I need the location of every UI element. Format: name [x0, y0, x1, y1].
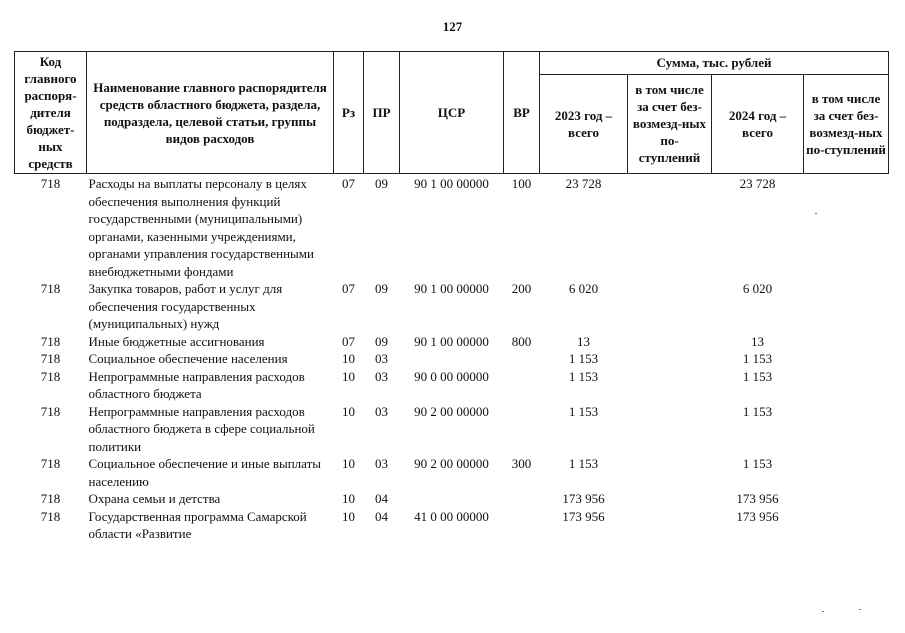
cell-code: 718 [40, 403, 61, 419]
cell-sum-2023-total: 1 153 [568, 368, 599, 384]
cell-pr: 04 [375, 508, 388, 524]
cell-csr [400, 350, 504, 368]
cell-vr: 200 [511, 281, 532, 296]
cell-sum-2023-grants [628, 280, 712, 333]
cell-sum-2023-total: 1 153 [568, 456, 599, 471]
cell-pr: 03 [375, 368, 388, 384]
cell-vr: 300 [511, 456, 532, 471]
cell-name: Социальное обеспечение населения [88, 351, 288, 366]
cell-csr: 90 1 00 00000 [414, 333, 489, 349]
cell-rz: 07 [342, 333, 355, 349]
cell-sum-2023-total: 13 [577, 333, 590, 349]
cell-rz: 10 [342, 508, 355, 524]
cell-rz: 10 [342, 403, 355, 419]
header-rz: Рз [334, 52, 364, 174]
header-pr: ПР [364, 52, 400, 174]
cell-sum-2023-total: 173 956 [562, 508, 605, 524]
scan-speck [859, 609, 861, 610]
scan-speck [815, 213, 817, 214]
cell-vr [504, 490, 540, 508]
cell-pr: 03 [375, 351, 388, 366]
cell-sum-2023-grants [628, 508, 712, 543]
cell-pr: 09 [375, 333, 388, 349]
table-row [15, 333, 889, 351]
cell-csr: 90 1 00 00000 [414, 281, 489, 296]
table-row [15, 368, 889, 403]
cell-name: Социальное обеспечение и иные выплаты населению [88, 456, 322, 489]
cell-code: 718 [40, 351, 61, 366]
cell-vr [504, 350, 540, 368]
header-sum-2024-total: 2024 год – всего [712, 74, 804, 173]
cell-rz: 10 [342, 456, 355, 471]
cell-sum-2023-grants [628, 403, 712, 456]
table-row [15, 350, 889, 368]
cell-sum-2024-grants [804, 174, 889, 281]
cell-sum-2024-grants [804, 490, 889, 508]
cell-sum-2024-grants [804, 280, 889, 333]
cell-code: 718 [40, 491, 61, 506]
cell-sum-2024-total: 173 956 [736, 491, 779, 506]
header-sum-2024-grants: в том числе за счет без-возмезд-ных по-ступлений [804, 74, 889, 173]
header-sum-group: Сумма, тыс. рублей [540, 52, 889, 75]
cell-sum-2024-total: 1 153 [742, 456, 773, 471]
cell-sum-2024-grants [804, 350, 889, 368]
cell-pr: 03 [375, 456, 388, 471]
budget-table [14, 51, 889, 543]
header-sum-2023-grants: в том числе за счет без-возмезд-ных по-ступлений [628, 74, 712, 173]
cell-sum-2023-grants [628, 333, 712, 351]
header-vr: ВР [504, 52, 540, 174]
cell-code: 718 [40, 368, 61, 384]
cell-vr: 100 [511, 176, 532, 191]
cell-name: Непрограммные направления расходов областного бюджета [88, 368, 305, 401]
cell-csr [400, 490, 504, 508]
cell-vr [504, 403, 540, 456]
cell-code: 718 [40, 281, 61, 296]
cell-sum-2023-total: 23 728 [565, 176, 602, 191]
cell-sum-2024-total: 13 [751, 333, 764, 349]
cell-sum-2024-grants [804, 333, 889, 351]
cell-sum-2024-total: 23 728 [739, 176, 776, 191]
cell-csr: 90 2 00 00000 [414, 456, 489, 471]
cell-csr: 41 0 00 00000 [414, 508, 489, 524]
cell-name: Непрограммные направления расходов областного бюджета в сфере социальной политики [88, 403, 315, 454]
cell-csr: 90 0 00 00000 [414, 368, 489, 384]
cell-name: Государственная программа Самарской области «Развитие [88, 508, 307, 541]
cell-vr: 800 [511, 333, 532, 349]
scan-speck [822, 611, 824, 612]
cell-rz: 07 [342, 281, 355, 296]
cell-rz: 10 [342, 368, 355, 384]
cell-sum-2024-total: 173 956 [736, 508, 779, 524]
cell-name: Закупка товаров, работ и услуг для обеспечения государственных (муниципальных) нужд [88, 281, 283, 331]
cell-sum-2024-grants [804, 403, 889, 456]
cell-name: Расходы на выплаты персоналу в целях обеспечения выполнения функций государственными (муниципальными) органами, казенными учреждениями, органами управления государственными внебюджетными фондами [88, 176, 314, 279]
cell-sum-2024-grants [804, 368, 889, 403]
cell-pr: 03 [375, 403, 388, 419]
cell-rz: 10 [342, 491, 355, 506]
table-header [15, 52, 889, 174]
page-number: 127 [442, 19, 463, 34]
cell-code: 718 [40, 508, 61, 524]
cell-rz: 07 [342, 176, 355, 191]
table-body [15, 174, 889, 543]
table-row [15, 508, 889, 543]
cell-sum-2024-total: 1 153 [742, 368, 773, 384]
cell-name: Охрана семьи и детства [88, 491, 221, 506]
cell-vr [504, 508, 540, 543]
table-row [15, 490, 889, 508]
cell-sum-2023-grants [628, 368, 712, 403]
header-code: Код главного распоря-дителя бюджет-ных средств [15, 52, 87, 174]
cell-name: Иные бюджетные ассигнования [88, 333, 265, 349]
table-row [15, 403, 889, 456]
cell-sum-2023-total: 173 956 [562, 491, 605, 506]
cell-rz: 10 [342, 351, 355, 366]
cell-sum-2024-total: 6 020 [742, 281, 773, 296]
cell-pr: 09 [375, 176, 388, 191]
table-row [15, 455, 889, 490]
table-row [15, 280, 889, 333]
cell-vr [504, 368, 540, 403]
cell-sum-2024-grants [804, 455, 889, 490]
cell-sum-2023-grants [628, 490, 712, 508]
cell-sum-2023-grants [628, 455, 712, 490]
cell-sum-2024-total: 1 153 [742, 403, 773, 419]
cell-pr: 09 [375, 281, 388, 296]
cell-sum-2023-total: 6 020 [568, 281, 599, 296]
header-csr: ЦСР [400, 52, 504, 174]
cell-csr: 90 1 00 00000 [414, 176, 489, 191]
cell-sum-2023-grants [628, 350, 712, 368]
header-name: Наименование главного распорядителя средств областного бюджета, раздела, подраздела, целевой статьи, группы видов расходов [87, 52, 334, 174]
cell-sum-2024-total: 1 153 [742, 351, 773, 366]
cell-code: 718 [40, 176, 61, 191]
cell-sum-2023-grants [628, 174, 712, 281]
cell-pr: 04 [375, 491, 388, 506]
cell-sum-2023-total: 1 153 [568, 403, 599, 419]
cell-code: 718 [40, 333, 61, 349]
table-row [15, 174, 889, 281]
cell-sum-2024-grants [804, 508, 889, 543]
cell-csr: 90 2 00 00000 [414, 403, 489, 419]
cell-code: 718 [40, 456, 61, 471]
header-sum-2023-total: 2023 год – всего [540, 74, 628, 173]
cell-sum-2023-total: 1 153 [568, 351, 599, 366]
